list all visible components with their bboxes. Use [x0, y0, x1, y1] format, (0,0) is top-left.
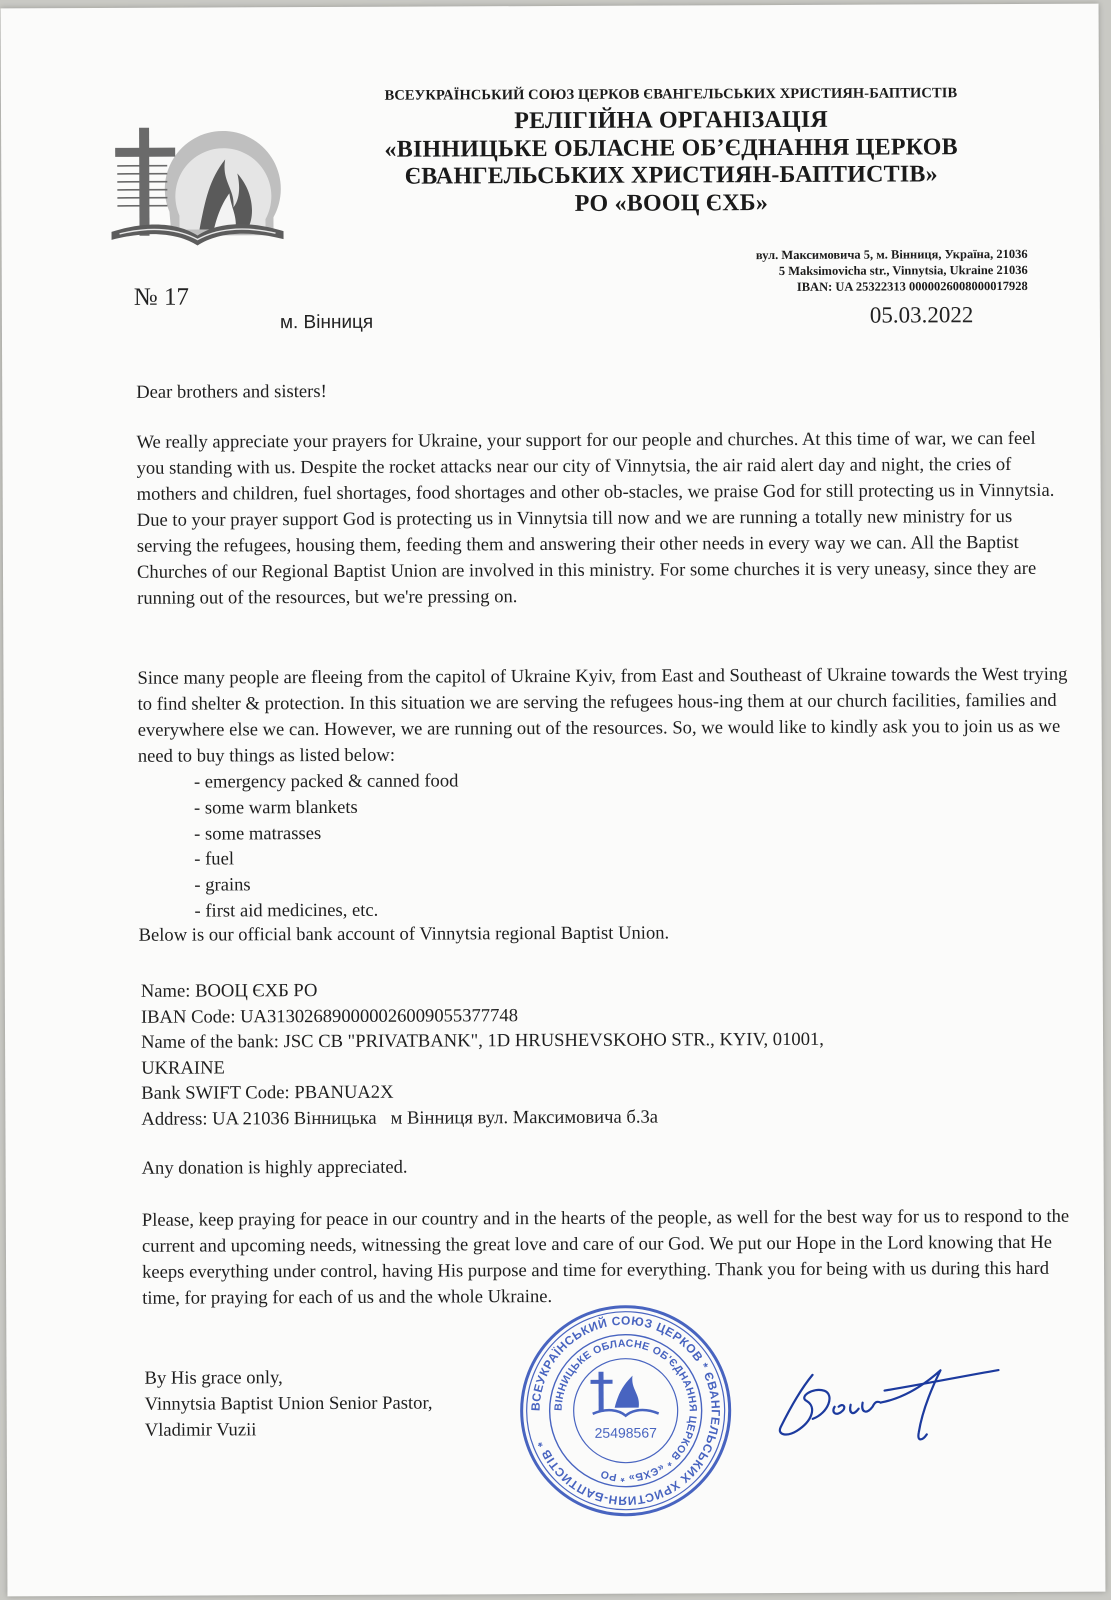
closing-block: [144, 1365, 432, 1444]
address-line: вул. Максимовича 5, м. Вінниця, Україна, 21036: [755, 246, 1028, 263]
list-item: - some warm blankets: [193, 796, 358, 819]
bank-intro: Below is our official bank account of Vinnytsia regional Baptist Union.: [138, 922, 670, 946]
stamp-inner-text: ВІННИЦЬКЕ ОБЛАСНЕ ОБ'ЄДНАННЯ ЦЕРКОВ * «ЄХБ» * РО: [552, 1337, 699, 1484]
stamp-outer-text: ВСЕУКРАЇНСЬКИЙ СОЮЗ ЦЕРКОВ * ЄВАНГЕЛЬСЬКИХ ХРИСТИЯН-БАПТИСТІВ *: [528, 1313, 723, 1508]
address-line: 5 Maksimovicha str., Vinnytsia, Ukraine 21036: [778, 262, 1028, 279]
stamp-code: 25498567: [594, 1424, 657, 1441]
bank-iban: IBAN Code: UA313026890000026009055377748: [140, 1004, 519, 1028]
list-item: - emergency packed & canned food: [193, 770, 459, 793]
org-line: ЄВАНГЕЛЬСЬКИХ ХРИСТИЯН-БАПТИСТІВ»: [404, 161, 938, 190]
bank-address: Address: UA 21036 Вінницька м Вінниця вул. Максимовича б.3а: [141, 1106, 659, 1130]
official-stamp-icon: [518, 1303, 733, 1518]
church-logo-icon: [109, 119, 286, 248]
letter-number: № 17: [133, 283, 189, 311]
bank-account-name: Name: ВООЦ ЄХБ РО: [140, 980, 318, 1002]
address-block: [568, 246, 1028, 296]
bank-country: UKRAINE: [141, 1057, 225, 1079]
bank-swift: Bank SWIFT Code: PBANUA2X: [141, 1082, 394, 1105]
list-item: - first aid medicines, etc.: [194, 899, 379, 922]
list-item: - fuel: [194, 848, 235, 870]
org-line: РО «ВООЦ ЄХБ»: [574, 189, 769, 217]
org-line: «ВІННИЦЬКЕ ОБЛАСНЕ ОБ’ЄДНАННЯ ЦЕРКОВ: [384, 133, 958, 163]
list-item: - some matrasses: [194, 822, 322, 845]
signer-name: Vladimir Vuzii: [144, 1419, 257, 1441]
letter-date: 05.03.2022: [869, 302, 974, 328]
letter-page: [1, 4, 1106, 1597]
closing-line: Vinnytsia Baptist Union Senior Pastor,: [144, 1392, 433, 1415]
organization-title: [311, 106, 1031, 219]
union-name: ВСЕУКРАЇНСЬКИЙ СОЮЗ ЦЕРКОВ ЄВАНГЕЛЬСЬКИХ ХРИСТИЯН-БАПТИСТІВ: [384, 85, 958, 104]
greeting: Dear brothers and sisters!: [136, 380, 327, 403]
letter-city: м. Вінниця: [279, 311, 374, 334]
closing-line: By His grace only,: [144, 1367, 283, 1389]
paragraph-3: Please, keep praying for peace in our country and in the hearts of the people, as well for the best way for us to respond to the current and upcoming needs, witnessing the great love and care of our God. We put our Hope in the Lord knowing that He keeps everything under control, having His purpose and time for everything. Thank you for being with us during this hard time, for praying for each of us and the whole Ukraine.: [141, 1205, 1070, 1309]
org-line: РЕЛІГІЙНА ОРГАНІЗАЦІЯ: [514, 106, 828, 135]
needs-list: [194, 768, 459, 924]
bank-name: Name of the bank: JSC CB "PRIVATBANK", 1D HRUSHEVSKOHO STR., KYIV, 01001,: [141, 1029, 824, 1053]
paragraph-2: Since many people are fleeing from the capitol of Ukraine Kyiv, from East and Southeast of Ukraine towards the West trying to find shelter & protection. In this situation we are serving the refugees hous-ing them at our church facilities, families and everywhere else we can. However, we are running out of the resources. So, we would like to kindly ask you to join us as we need to buy things as listed below:: [137, 663, 1068, 767]
bank-details: [141, 975, 1042, 1132]
donation-line: Any donation is highly appreciated.: [141, 1156, 408, 1179]
address-line: IBAN: UA 25322313 0000026008000017928: [796, 278, 1028, 294]
signature-icon: [772, 1356, 1002, 1457]
paragraph-1: We really appreciate your prayers for Ukraine, your support for our people and churches. At this time of war, we can feel you standing with us. Despite the rocket attacks near our city of Vinnytsia, the air raid alert day and night, the cries of mothers and children, fuel shortages, food shortages and other ob-stacles, we praise God for still protecting us in Vinnytsia. Due to your prayer support God is protecting us in Vinnytsia till now and we are running a totally new ministry for us serving the refugees, housing them, feeding them and answering their other needs in every way we can. All the Baptist Churches of our Regional Baptist Union are involved in this ministry. For some churches it is very uneasy, since they are running out of the resources, but we're pressing on.: [136, 427, 1055, 609]
list-item: - grains: [194, 874, 251, 896]
